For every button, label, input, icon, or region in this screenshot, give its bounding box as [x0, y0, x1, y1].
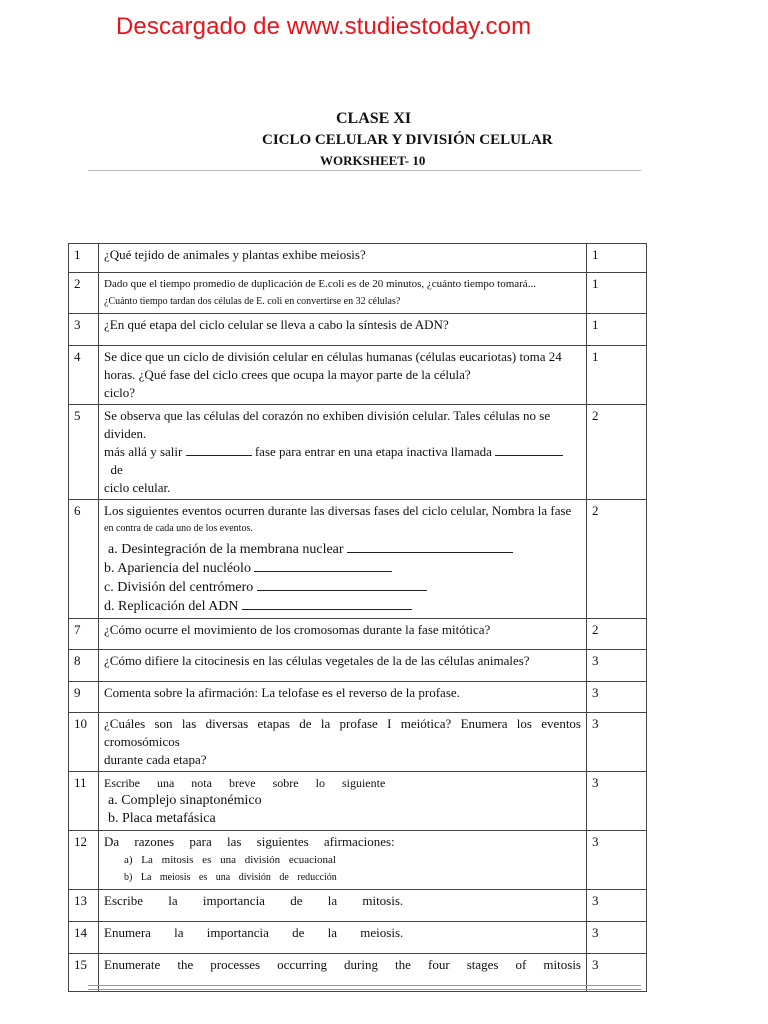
question-marks: 2 — [587, 500, 647, 619]
table-row — [69, 890, 647, 922]
table-row — [69, 405, 647, 500]
question-marks: 2 — [587, 619, 647, 650]
table-row — [69, 772, 647, 831]
question-number: 15 — [69, 954, 99, 992]
question-text: Enumera la importancia de la meiosis. — [99, 922, 587, 954]
table-row — [69, 314, 647, 346]
question-text: Da razones para las siguientes afirmaciones: a) La mitosis es una división ecuacional b) La meiosis es una división de reducción — [99, 831, 587, 890]
question-text: Escribe la importancia de la mitosis. — [99, 890, 587, 922]
question-marks: 3 — [587, 890, 647, 922]
question-number: 9 — [69, 682, 99, 713]
question-marks: 1 — [587, 314, 647, 346]
table-row — [69, 346, 647, 405]
questions-table — [68, 243, 647, 992]
worksheet-number: WORKSHEET- 10 — [320, 153, 426, 168]
question-marks: 3 — [587, 682, 647, 713]
question-marks: 1 — [587, 346, 647, 405]
question-number: 1 — [69, 244, 99, 273]
question-text: Comenta sobre la afirmación: La telofase es el reverso de la profase. — [99, 682, 587, 713]
table-row — [69, 682, 647, 713]
question-text: ¿Qué tejido de animales y plantas exhibe meiosis? — [99, 244, 587, 273]
question-text: Se dice que un ciclo de división celular en células humanas (células eucariotas) toma 24 horas. ¿Qué fase del ciclo crees que ocupa la mayor parte de la célula? ciclo? — [99, 346, 587, 405]
table-row — [69, 922, 647, 954]
question-number: 4 — [69, 346, 99, 405]
question-number: 14 — [69, 922, 99, 954]
question-marks: 1 — [587, 273, 647, 314]
question-marks: 3 — [587, 650, 647, 682]
question-text: Se observa que las células del corazón no exhiben división celular. Tales células no se dividen. más allá y salir fase para entrar en una etapa inactiva llamada de ciclo celular. — [99, 405, 587, 500]
question-number: 11 — [69, 772, 99, 831]
question-number: 13 — [69, 890, 99, 922]
question-text: Dado que el tiempo promedio de duplicación de E.coli es de 20 minutos, ¿cuánto tiempo tomará... ¿Cuánto tiempo tardan dos células de E. coli en convertirse en 32 células? — [99, 273, 587, 314]
question-text: ¿Cómo ocurre el movimiento de los cromosomas durante la fase mitótica? — [99, 619, 587, 650]
question-marks: 1 — [587, 244, 647, 273]
question-text: ¿Cómo difiere la citocinesis en las células vegetales de la de las células animales? — [99, 650, 587, 682]
header-divider — [88, 170, 641, 171]
table-row — [69, 831, 647, 890]
question-number: 3 — [69, 314, 99, 346]
question-text: Escribe una nota breve sobre lo siguiente a. Complejo sinaptonémico b. Placa metafásica — [99, 772, 587, 831]
answer-blank[interactable] — [257, 578, 427, 591]
question-marks: 3 — [587, 831, 647, 890]
table-row — [69, 713, 647, 772]
worksheet-title: CICLO CELULAR Y DIVISIÓN CELULAR — [262, 132, 553, 148]
question-text: ¿Cuáles son las diversas etapas de la profase I meiótica? Enumera los eventos cromosómicos durante cada etapa? — [99, 713, 587, 772]
question-marks: 3 — [587, 713, 647, 772]
answer-blank[interactable] — [186, 443, 252, 456]
question-text: Los siguientes eventos ocurren durante las diversas fases del ciclo celular, Nombra la fase en contra de cada uno de los eventos. a. Desintegración de la membrana nuclear b. Apariencia del nucléolo c. División del centrómero d. Replicación del ADN — [99, 500, 587, 619]
question-number: 7 — [69, 619, 99, 650]
question-number: 2 — [69, 273, 99, 314]
question-marks: 3 — [587, 772, 647, 831]
question-number: 12 — [69, 831, 99, 890]
table-row — [69, 244, 647, 273]
answer-blank[interactable] — [495, 443, 563, 456]
table-row — [69, 619, 647, 650]
question-number: 5 — [69, 405, 99, 500]
answer-blank[interactable] — [242, 597, 412, 610]
question-marks: 3 — [587, 954, 647, 992]
question-number: 6 — [69, 500, 99, 619]
question-number: 8 — [69, 650, 99, 682]
answer-blank[interactable] — [254, 559, 392, 572]
table-row — [69, 650, 647, 682]
watermark-text: Descargado de www.studiestoday.com — [116, 13, 532, 40]
question-marks: 2 — [587, 405, 647, 500]
class-heading: CLASE XI — [336, 110, 412, 127]
question-text: Enumerate the processes occurring during the four stages of mitosis — [99, 954, 587, 992]
table-row — [69, 273, 647, 314]
footer-divider — [88, 985, 641, 990]
question-marks: 3 — [587, 922, 647, 954]
table-row — [69, 500, 647, 619]
answer-blank[interactable] — [347, 540, 513, 553]
question-number: 10 — [69, 713, 99, 772]
question-text: ¿En qué etapa del ciclo celular se lleva a cabo la síntesis de ADN? — [99, 314, 587, 346]
